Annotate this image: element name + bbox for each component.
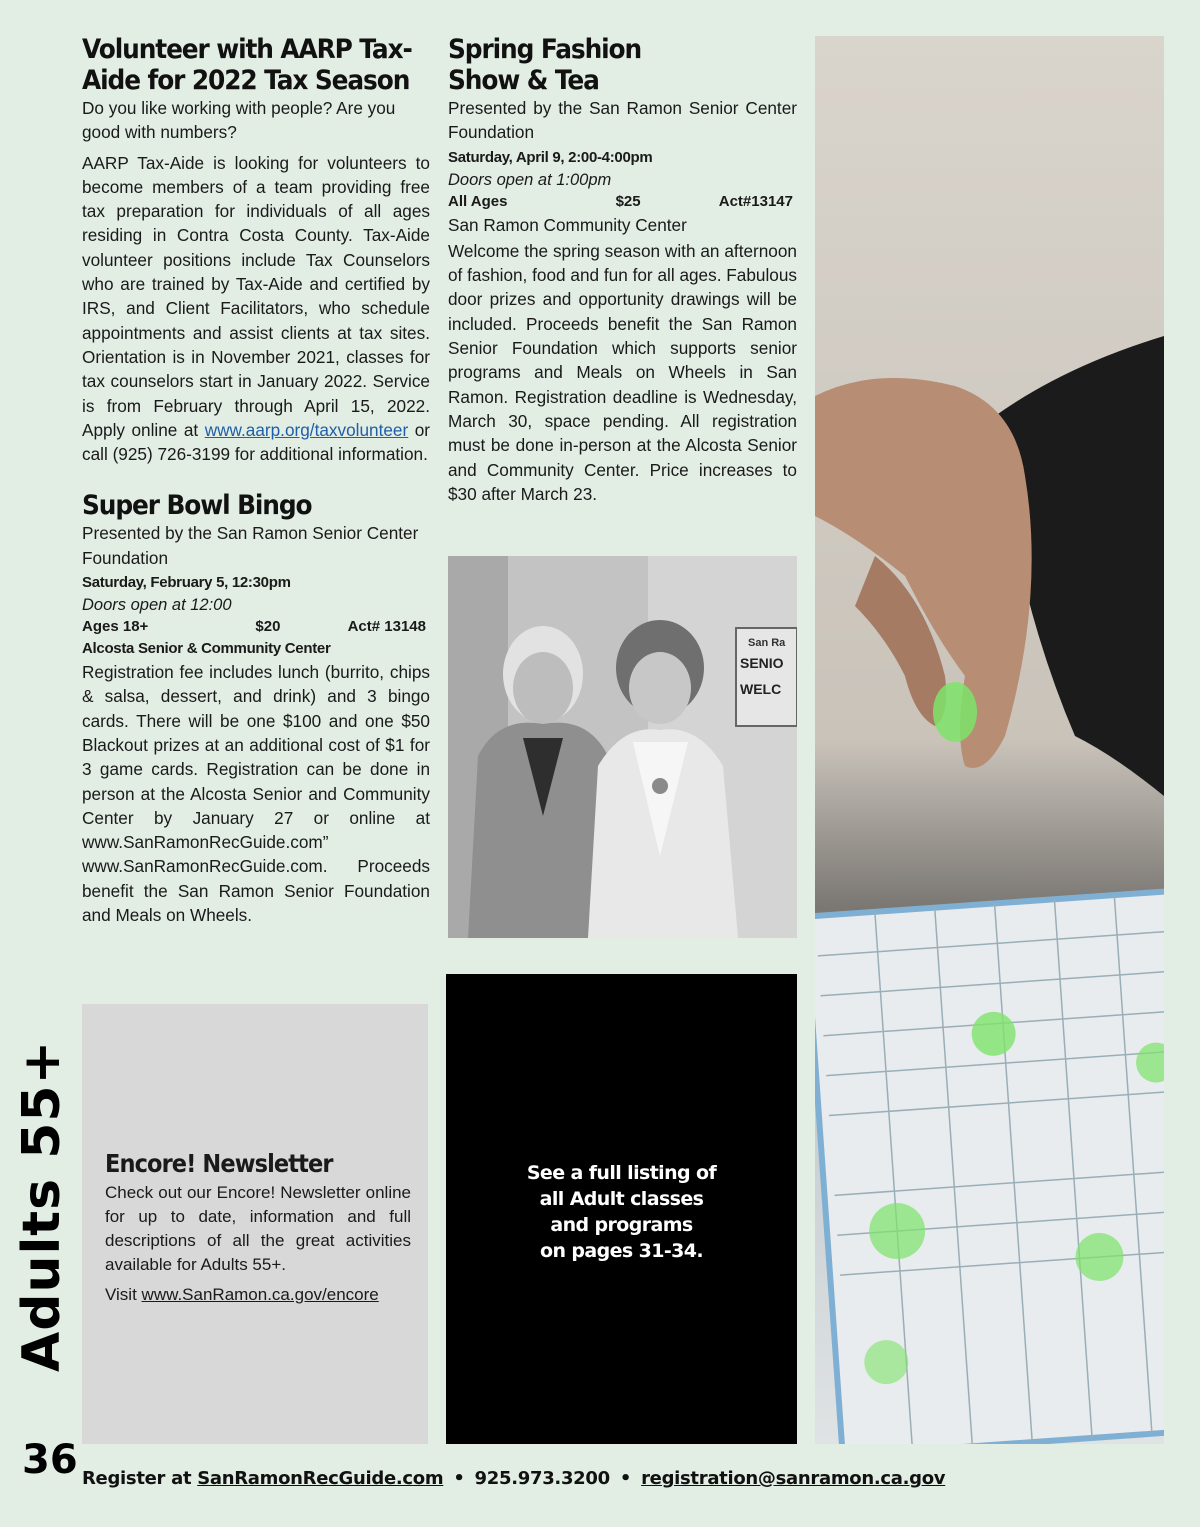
encore-link[interactable]: www.SanRamon.ca.gov/encore: [141, 1285, 379, 1304]
sign-line-2: SENIO: [740, 655, 784, 671]
footer-register-label: Register at: [82, 1468, 198, 1489]
volunteer-body-text: AARP Tax-Aide is looking for volunteers to become members of a team providing free tax preparation for individuals of all ages residing in Contra Costa County. Tax-Aide volunteer positions include Tax Counselors who are trained by Tax-Aide and certified by IRS, and Client Facilitators, who schedule appointments and assist clients at tax sites. Orientation is in November 2021, classes for tax counselors start in January 2022. Service is from February through April 15, 2022. Apply online at: [82, 152, 430, 440]
bingo-date: Saturday, February 5, 12:30pm: [82, 574, 291, 592]
volunteer-title: Volunteer with AARP Tax-Aide for 2022 Tax Season: [82, 34, 412, 96]
page-number: 36: [22, 1437, 78, 1483]
fashion-presenter: Presented by the San Ramon Senior Center Foundation: [448, 98, 797, 143]
bingo-body: Registration fee includes lunch (burrito, chips & salsa, dessert, and drink) and 3 bingo cards. There will be one $100 and one $50 Blackout prizes at an additional cost of $1 for 3 game cards. Registration can be done in person at the Alcosta Senior and Community Center by January 27 or online at www.SanRamonRecGuide.com” www.SanRamonRecGuide.com. Proceeds benefit the San Ramon Senior Foundation and Meals on Wheels.: [82, 662, 430, 926]
full-listing-box: [446, 974, 797, 1444]
bingo-doors: Doors open at 12:00: [82, 596, 232, 615]
bingo-ages: Ages 18+: [82, 618, 149, 636]
sign-line-1: San Ra: [748, 637, 786, 649]
bingo-price: $20: [255, 618, 281, 636]
full-listing-text: [446, 1160, 797, 1264]
footer-email-link[interactable]: registration@sanramon.ca.gov: [641, 1468, 946, 1489]
bingo-details-row: [82, 616, 430, 638]
two-women-photo: [448, 556, 797, 938]
bingo-cards-photo-graphic: [815, 36, 1164, 1444]
volunteer-body: [82, 151, 430, 467]
left-column: [82, 34, 430, 931]
encore-title: Encore! Newsletter: [105, 1149, 333, 1178]
full-listing-line-4: on pages 31-34.: [539, 1240, 703, 1262]
sign-line-3: WELC: [740, 681, 782, 697]
volunteer-intro: Do you like working with people? Are you good with numbers?: [82, 98, 396, 143]
bingo-title: Super Bowl Bingo: [82, 490, 312, 522]
fashion-act-number: Act#13147: [718, 192, 793, 210]
encore-newsletter-box: [82, 1004, 428, 1444]
aarp-volunteer-link[interactable]: www.aarp.org/taxvolunteer: [204, 419, 409, 440]
footer-bar: [82, 1466, 1082, 1492]
full-listing-line-1: See a full listing of: [526, 1162, 717, 1184]
encore-body: Check out our Encore! Newsletter online for up to date, information and full descriptions of all the great activities available for Adults 55+.: [105, 1183, 411, 1274]
full-listing-line-3: and programs: [550, 1214, 693, 1236]
full-listing-line-2: all Adult classes: [539, 1188, 704, 1210]
footer-site-link[interactable]: SanRamonRecGuide.com: [197, 1468, 444, 1489]
fashion-title: [448, 34, 795, 96]
fashion-doors: Doors open at 1:00pm: [448, 170, 612, 189]
fashion-details-row: [448, 191, 797, 213]
fashion-location: San Ramon Community Center: [448, 214, 687, 235]
footer-bullet-1: •: [453, 1468, 465, 1489]
fashion-title-line2: Show & Tea: [448, 65, 599, 96]
fashion-ages: All Ages: [448, 192, 508, 210]
encore-content: [105, 1149, 411, 1311]
volunteer-body-tail: or call (925) 726-3199 for additional information.: [82, 419, 431, 465]
two-women-photo-graphic: [448, 556, 797, 938]
middle-column: [448, 34, 797, 510]
fashion-body: Welcome the spring season with an afternoon of fashion, food and fun for all ages. Fabulous door prizes and opportunity drawings will be included. Proceeds benefit the San Ramon Senior Foundation which supports senior programs and Meals on Wheels in San Ramon. Registration deadline is Wednesday, March 30, space pending. All registration must be done in-person at the Alcosta Senior and Community Center. Price increases to $30 after March 23.: [448, 240, 797, 504]
bingo-location: Alcosta Senior & Community Center: [82, 640, 331, 658]
bingo-cards-photo: [815, 36, 1164, 1444]
encore-visit: [105, 1283, 411, 1307]
bingo-presenter: Presented by the San Ramon Senior Center Foundation: [82, 523, 419, 568]
footer-bullet-2: •: [619, 1468, 632, 1489]
encore-visit-label: Visit: [105, 1285, 142, 1304]
fashion-price: $25: [615, 192, 641, 210]
section-side-label: Adults 55+: [12, 1039, 72, 1372]
footer-phone: 925.973.3200: [474, 1468, 610, 1489]
bingo-act-number: Act# 13148: [347, 618, 426, 636]
fashion-date: Saturday, April 9, 2:00-4:00pm: [448, 148, 653, 166]
fashion-title-line1: Spring Fashion: [448, 34, 642, 65]
